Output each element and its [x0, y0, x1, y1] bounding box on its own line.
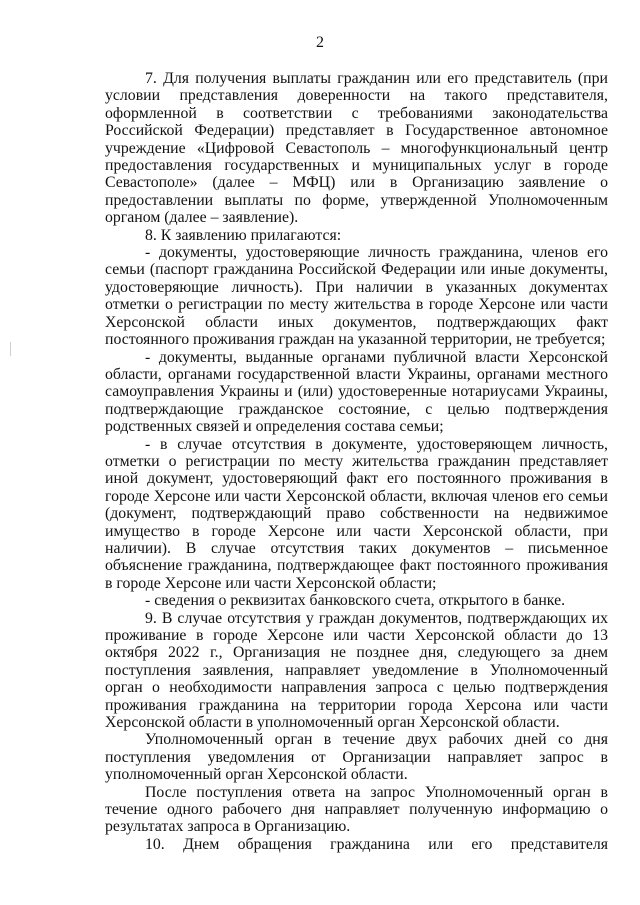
paragraph-10: 10. Днем обращения гражданина или его представителя — [145, 835, 608, 853]
paragraph-9-response: После поступления ответа на запрос Уполномоченный орган в течение одного рабочего дня направляет полученную информацию о результатах запроса в Организацию. — [105, 783, 608, 836]
document-body — [105, 70, 608, 853]
list-item-identity-documents: - документы, удостоверяющие личность гражданина, членов его семьи (паспорт гражданина Российской Федерации или иные документы, удостоверяющие личность). При наличии в указанных документах отметки о регистрации по месту жительства в городе Херсоне или части Херсонской области иных документов, подтверждающих факт постоянного проживания граждан на указанной территории, не требуется; — [105, 244, 608, 349]
paragraph-9: 9. В случае отсутствия у граждан документов, подтверждающих их проживание в городе Херсоне или части Херсонской области до 13 октября 2022 г., Организация не позднее дня, следующего за днем поступления заявления, направляет уведомление в Уполномоченный орган о необходимости направления запроса с целью подтверждения проживания гражданина на территории города Херсона или части Херсонской области в уполномоченный орган Херсонской области. — [105, 609, 608, 732]
scan-margin-mark — [10, 342, 11, 356]
paragraph-7: 7. Для получения выплаты гражданин или его представитель (при условии представления доверенности на такого представителя, оформленной в соответствии с требованиями законодательства Российской Федерации) представляет в Государственное автономное учреждение «Цифровой Севастополь – многофункциональный центр предоставления государственных и муниципальных услуг в городе Севастополе» (далее – МФЦ) или в Организацию заявление о предоставлении выплаты по форме, утвержденной Уполномоченным органом (далее – заявление). — [105, 70, 608, 227]
paragraph-8: 8. К заявлению прилагаются: — [145, 226, 342, 244]
list-item-bank-details: - сведения о реквизитах банковского счета, открытого в банке. — [145, 592, 566, 610]
list-item-residence-documents: - в случае отсутствия в документе, удостоверяющем личность, отметки о регистрации по месту жительства гражданин представляет иной документ, удостоверяющий факт его постоянного проживания в городе Херсоне или части Херсонской области, включая членов его семьи (документ, подтверждающий право собственности на недвижимое имущество в городе Херсоне или части Херсонской области, при наличии). В случае отсутствия таких документов – письменное объяснение гражданина, подтверждающее факт постоянного проживания в городе Херсоне или части Херсонской области; — [105, 435, 608, 592]
list-item-civil-status-documents: - документы, выданные органами публичной власти Херсонской области, органами государственной власти Украины, органами местного самоуправления Украины и (или) удостоверенные нотариусами Украины, подтверждающие гражданское состояние, с целью подтверждения родственных связей и определения состава семьи; — [105, 348, 608, 436]
paragraph-9-authorized-body: Уполномоченный орган в течение двух рабочих дней со дня поступления уведомления от Организации направляет запрос в уполномоченный орган Херсонской области. — [105, 731, 608, 784]
page-number: 2 — [316, 34, 324, 51]
